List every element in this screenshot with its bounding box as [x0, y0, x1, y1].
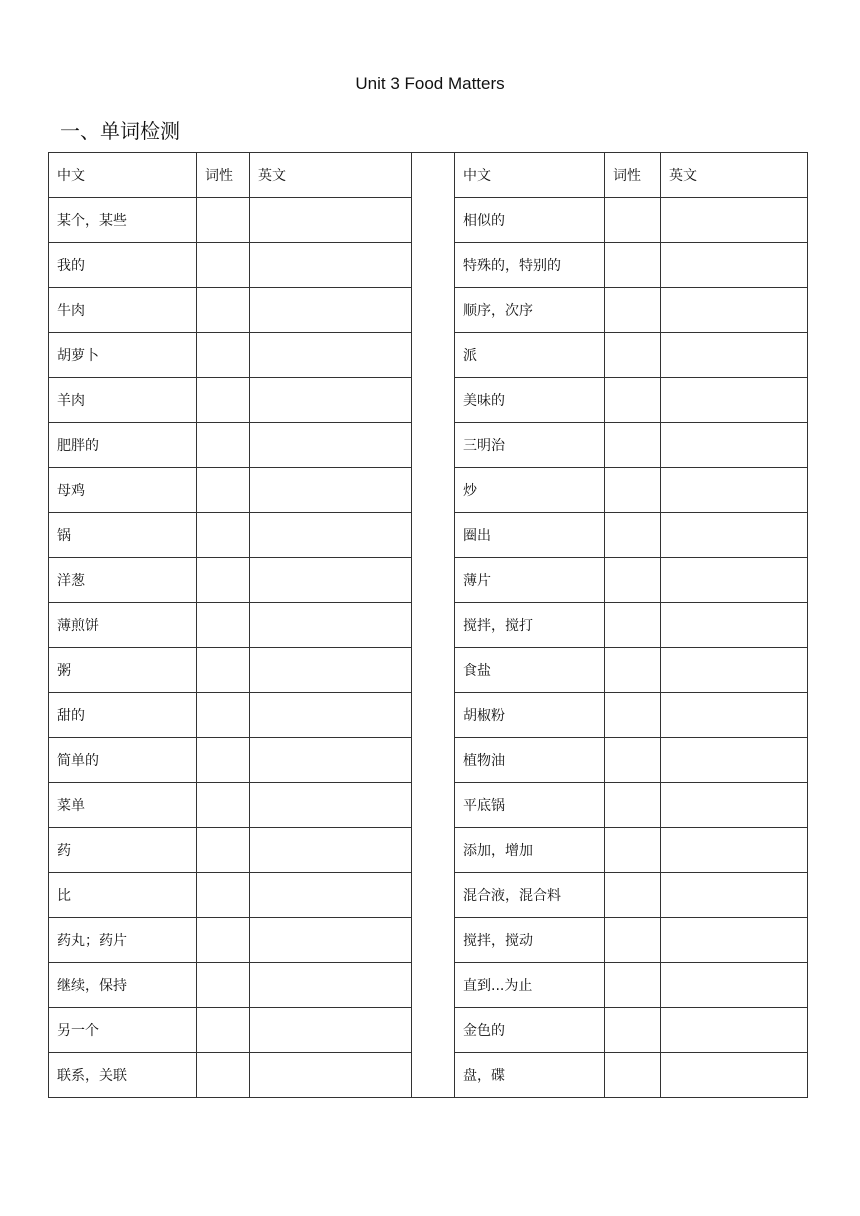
part-of-speech-cell[interactable]: [197, 513, 250, 558]
table-row: [49, 648, 808, 693]
column-gap: [412, 648, 455, 693]
chinese-cell: 金色的: [455, 1008, 605, 1053]
english-cell[interactable]: [250, 603, 412, 648]
english-cell[interactable]: [661, 468, 808, 513]
column-gap: [412, 828, 455, 873]
chinese-cell: 顺序，次序: [455, 288, 605, 333]
column-gap: [412, 783, 455, 828]
part-of-speech-cell[interactable]: [197, 918, 250, 963]
english-cell[interactable]: [661, 783, 808, 828]
english-cell[interactable]: [661, 558, 808, 603]
chinese-cell: 搅拌，搅动: [455, 918, 605, 963]
chinese-cell: 盘，碟: [455, 1053, 605, 1098]
english-cell[interactable]: [661, 738, 808, 783]
chinese-cell: 搅拌，搅打: [455, 603, 605, 648]
table-row: [49, 288, 808, 333]
english-cell[interactable]: [661, 828, 808, 873]
english-cell[interactable]: [661, 603, 808, 648]
table-row: [49, 1008, 808, 1053]
chinese-cell: 简单的: [49, 738, 197, 783]
english-cell[interactable]: [250, 873, 412, 918]
column-gap: [412, 603, 455, 648]
chinese-cell: 某个，某些: [49, 198, 197, 243]
chinese-cell: 薄片: [455, 558, 605, 603]
part-of-speech-cell[interactable]: [605, 918, 661, 963]
part-of-speech-cell[interactable]: [197, 648, 250, 693]
part-of-speech-cell[interactable]: [605, 738, 661, 783]
column-gap: [412, 513, 455, 558]
part-of-speech-cell[interactable]: [197, 963, 250, 1008]
table-header-row: [49, 153, 808, 198]
part-of-speech-cell[interactable]: [197, 1053, 250, 1098]
table-row: [49, 423, 808, 468]
column-gap: [412, 1008, 455, 1053]
column-gap: [412, 243, 455, 288]
table-row: [49, 873, 808, 918]
column-gap: [412, 468, 455, 513]
english-cell[interactable]: [250, 198, 412, 243]
part-of-speech-cell[interactable]: [605, 288, 661, 333]
part-of-speech-cell[interactable]: [605, 198, 661, 243]
chinese-cell: 药丸；药片: [49, 918, 197, 963]
english-cell[interactable]: [250, 243, 412, 288]
english-cell[interactable]: [250, 468, 412, 513]
chinese-cell: 混合液，混合料: [455, 873, 605, 918]
part-of-speech-cell[interactable]: [197, 828, 250, 873]
chinese-cell: 直到...为止: [455, 963, 605, 1008]
chinese-cell: 母鸡: [49, 468, 197, 513]
chinese-cell: 炒: [455, 468, 605, 513]
column-gap: [412, 423, 455, 468]
english-cell[interactable]: [250, 333, 412, 378]
chinese-cell: 继续，保持: [49, 963, 197, 1008]
part-of-speech-cell[interactable]: [605, 1053, 661, 1098]
part-of-speech-cell[interactable]: [605, 513, 661, 558]
column-gap: [412, 198, 455, 243]
column-gap: [412, 1053, 455, 1098]
header-chinese: 中文: [455, 153, 605, 198]
part-of-speech-cell[interactable]: [197, 558, 250, 603]
part-of-speech-cell[interactable]: [605, 558, 661, 603]
part-of-speech-cell[interactable]: [605, 378, 661, 423]
part-of-speech-cell[interactable]: [605, 243, 661, 288]
chinese-cell: 锅: [49, 513, 197, 558]
column-gap: [412, 963, 455, 1008]
english-cell[interactable]: [661, 918, 808, 963]
table-row: [49, 738, 808, 783]
chinese-cell: 派: [455, 333, 605, 378]
part-of-speech-cell[interactable]: [605, 423, 661, 468]
column-gap: [412, 153, 455, 198]
english-cell[interactable]: [250, 963, 412, 1008]
part-of-speech-cell[interactable]: [605, 963, 661, 1008]
header-part-of-speech: 词性: [605, 153, 661, 198]
english-cell[interactable]: [250, 558, 412, 603]
english-cell[interactable]: [250, 783, 412, 828]
english-cell[interactable]: [250, 288, 412, 333]
header-english: 英文: [661, 153, 808, 198]
table-row: [49, 468, 808, 513]
section-heading: 一、单词检测: [60, 119, 180, 143]
vocabulary-table: [48, 152, 808, 1098]
chinese-cell: 肥胖的: [49, 423, 197, 468]
english-cell[interactable]: [661, 288, 808, 333]
part-of-speech-cell[interactable]: [605, 468, 661, 513]
chinese-cell: 我的: [49, 243, 197, 288]
chinese-cell: 圈出: [455, 513, 605, 558]
header-chinese: 中文: [49, 153, 197, 198]
header-english: 英文: [250, 153, 412, 198]
english-cell[interactable]: [250, 513, 412, 558]
table-row: [49, 918, 808, 963]
english-cell[interactable]: [250, 648, 412, 693]
header-part-of-speech: 词性: [197, 153, 250, 198]
part-of-speech-cell[interactable]: [605, 648, 661, 693]
chinese-cell: 美味的: [455, 378, 605, 423]
part-of-speech-cell[interactable]: [197, 603, 250, 648]
part-of-speech-cell[interactable]: [605, 783, 661, 828]
english-cell[interactable]: [661, 378, 808, 423]
part-of-speech-cell[interactable]: [605, 873, 661, 918]
english-cell[interactable]: [661, 963, 808, 1008]
chinese-cell: 植物油: [455, 738, 605, 783]
column-gap: [412, 288, 455, 333]
column-gap: [412, 918, 455, 963]
part-of-speech-cell[interactable]: [197, 468, 250, 513]
part-of-speech-cell[interactable]: [605, 1008, 661, 1053]
table-row: [49, 828, 808, 873]
chinese-cell: 胡萝卜: [49, 333, 197, 378]
chinese-cell: 粥: [49, 648, 197, 693]
chinese-cell: 药: [49, 828, 197, 873]
part-of-speech-cell[interactable]: [197, 423, 250, 468]
table-row: [49, 603, 808, 648]
chinese-cell: 特殊的，特别的: [455, 243, 605, 288]
english-cell[interactable]: [250, 738, 412, 783]
chinese-cell: 洋葱: [49, 558, 197, 603]
table-row: [49, 558, 808, 603]
table-row: [49, 963, 808, 1008]
column-gap: [412, 378, 455, 423]
column-gap: [412, 693, 455, 738]
english-cell[interactable]: [250, 1008, 412, 1053]
chinese-cell: 菜单: [49, 783, 197, 828]
english-cell[interactable]: [250, 1053, 412, 1098]
chinese-cell: 薄煎饼: [49, 603, 197, 648]
part-of-speech-cell[interactable]: [197, 693, 250, 738]
chinese-cell: 另一个: [49, 1008, 197, 1053]
chinese-cell: 羊肉: [49, 378, 197, 423]
part-of-speech-cell[interactable]: [605, 828, 661, 873]
english-cell[interactable]: [250, 918, 412, 963]
english-cell[interactable]: [661, 423, 808, 468]
part-of-speech-cell[interactable]: [605, 333, 661, 378]
part-of-speech-cell[interactable]: [197, 288, 250, 333]
chinese-cell: 牛肉: [49, 288, 197, 333]
english-cell[interactable]: [661, 873, 808, 918]
english-cell[interactable]: [661, 693, 808, 738]
chinese-cell: 食盐: [455, 648, 605, 693]
part-of-speech-cell[interactable]: [197, 333, 250, 378]
column-gap: [412, 558, 455, 603]
chinese-cell: 比: [49, 873, 197, 918]
part-of-speech-cell[interactable]: [605, 603, 661, 648]
english-cell[interactable]: [661, 198, 808, 243]
table-row: [49, 1053, 808, 1098]
chinese-cell: 联系，关联: [49, 1053, 197, 1098]
part-of-speech-cell[interactable]: [197, 243, 250, 288]
table-row: [49, 513, 808, 558]
english-cell[interactable]: [661, 1008, 808, 1053]
table-row: [49, 243, 808, 288]
table-row: [49, 198, 808, 243]
part-of-speech-cell[interactable]: [197, 783, 250, 828]
column-gap: [412, 738, 455, 783]
chinese-cell: 添加，增加: [455, 828, 605, 873]
part-of-speech-cell[interactable]: [197, 1008, 250, 1053]
table-row: [49, 693, 808, 738]
chinese-cell: 相似的: [455, 198, 605, 243]
column-gap: [412, 873, 455, 918]
english-cell[interactable]: [661, 513, 808, 558]
chinese-cell: 甜的: [49, 693, 197, 738]
english-cell[interactable]: [661, 243, 808, 288]
page-title: Unit 3 Food Matters: [355, 74, 505, 93]
english-cell[interactable]: [661, 1053, 808, 1098]
english-cell[interactable]: [661, 333, 808, 378]
column-gap: [412, 333, 455, 378]
part-of-speech-cell[interactable]: [605, 693, 661, 738]
part-of-speech-cell[interactable]: [197, 198, 250, 243]
part-of-speech-cell[interactable]: [197, 378, 250, 423]
part-of-speech-cell[interactable]: [197, 738, 250, 783]
chinese-cell: 三明治: [455, 423, 605, 468]
english-cell[interactable]: [250, 693, 412, 738]
table-row: [49, 333, 808, 378]
table-row: [49, 378, 808, 423]
chinese-cell: 平底锅: [455, 783, 605, 828]
english-cell[interactable]: [250, 828, 412, 873]
english-cell[interactable]: [661, 648, 808, 693]
part-of-speech-cell[interactable]: [197, 873, 250, 918]
table-row: [49, 783, 808, 828]
chinese-cell: 胡椒粉: [455, 693, 605, 738]
english-cell[interactable]: [250, 423, 412, 468]
english-cell[interactable]: [250, 378, 412, 423]
